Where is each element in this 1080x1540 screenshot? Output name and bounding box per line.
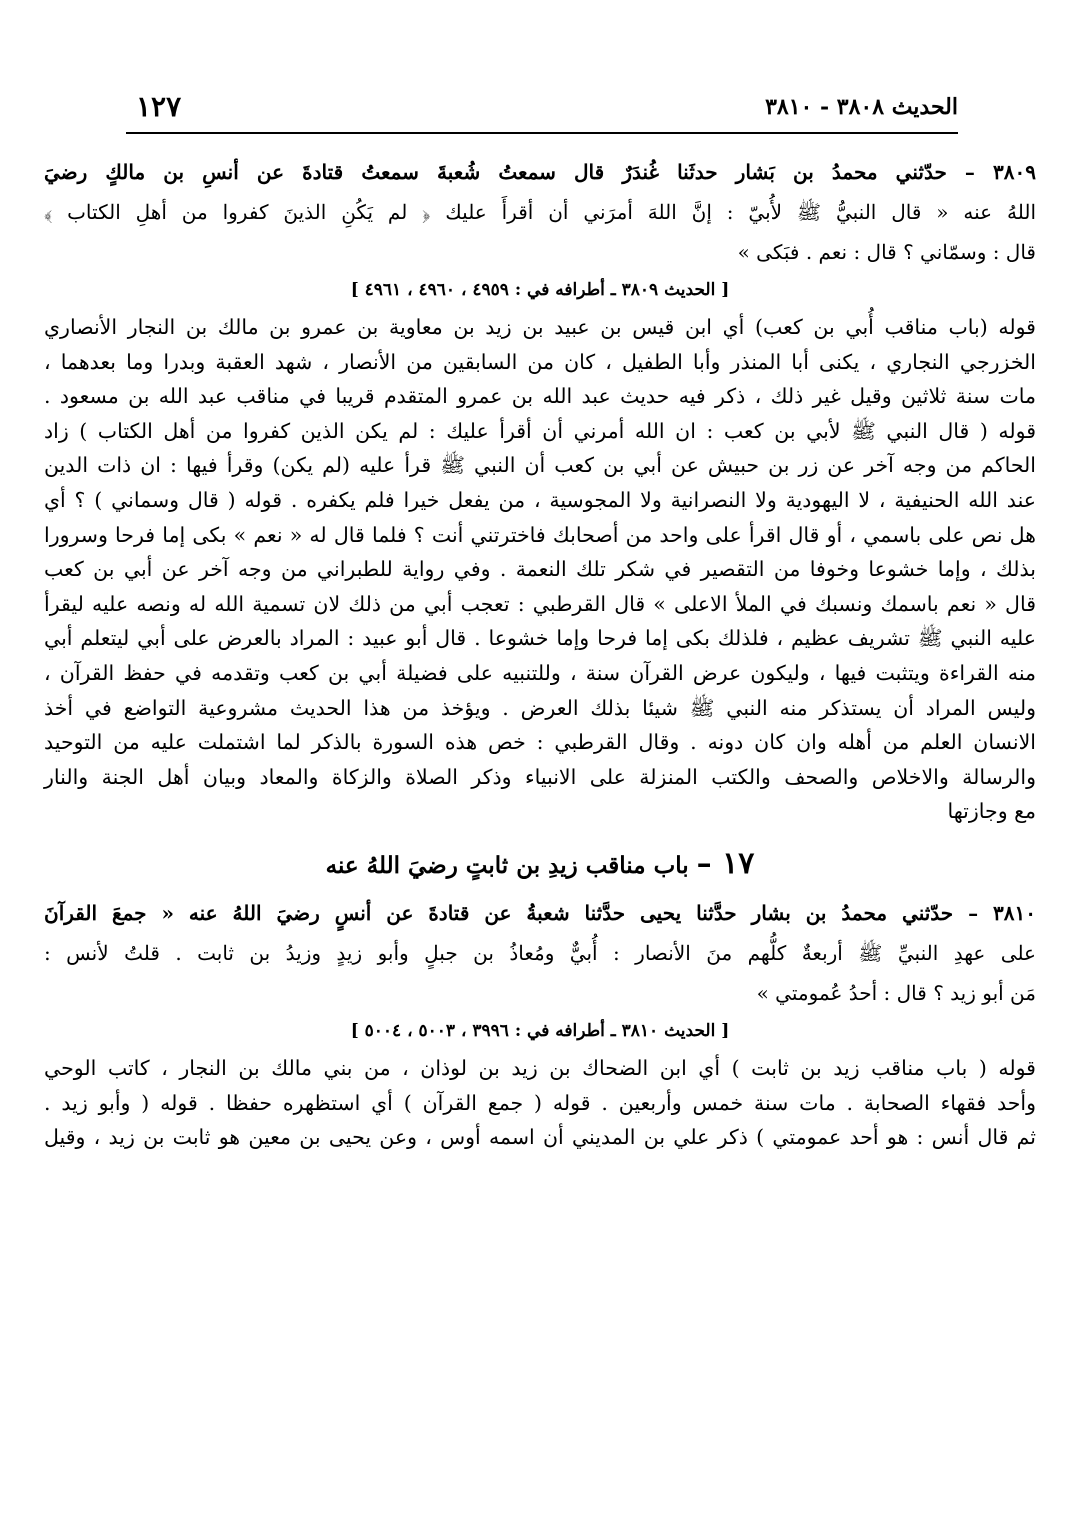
hadith-3810 (44, 893, 1036, 1013)
commentary-line: منه القراءة ويتثبت فيها ، وليكون عرض القرآن سنة ، وللتنبيه على فضيلة أبي بن كعب وتقدمه في حفظ القرآن ، (44, 660, 1036, 685)
commentary-line: عليه النبي ﷺ تشريف عظيم ، فلذلك بكى إما فرحا وإما خشوعا . قال أبو عبيد : المراد بالعرض على أبي ليتعلم أبي (44, 626, 1036, 651)
commentary-line: عند الله الحنيفية ، لا اليهودية ولا النصرانية ولا المجوسية ، من يفعل خيرا فلم يكفره . قوله ( قال وسماني ) ؟ أي (44, 487, 1036, 512)
commentary-line: هل نص على باسمي ، أو قال اقرأ على واحد من أصحابك فاخترتني أنت ؟ فلما قال له « نعم » بكى إما فرحا وسرورا (44, 522, 1036, 547)
commentary-line: ثم قال أنس : هو أحد عمومتي ) ذكر علي بن المديني أن اسمه أوس ، وعن يحيى بن معين هو ثابت بن زيد ، وقيل (44, 1125, 1036, 1150)
commentary-line: الانسان العلم من أهله وان كان دونه . وقال القرطبي : خص هذه السورة بالذكر لما اشتملت عليه من التوحيد (44, 730, 1036, 755)
hadith-reference: [ الحديث ٣٨١٠ ـ أطرافه في : ٣٩٩٦ ، ٥٠٠٣ ، ٥٠٠٤ ] (350, 1020, 730, 1041)
chapter-title: باب مناقب زيدِ بن ثابتٍ رضيَ اللهُ عنه (325, 851, 689, 879)
hadith-line: ٣٨١٠ – حدّثني محمدُ بن بشار حدَّثنا يحيى حدَّثنا شعبةُ عن قتادةَ عن أنسٍ رضيَ اللهُ عنه « جمعَ القرآنَ (44, 900, 1036, 925)
hadith-reference: [ الحديث ٣٨٠٩ ـ أطرافه في : ٤٩٥٩ ، ٤٩٦٠ ، ٤٩٦١ ] (350, 280, 730, 300)
commentary-line: وليس المراد أن يستذكر منه النبي ﷺ شيئا بذلك العرض . ويؤخذ من هذا الحديث مشروعية التواضع في أخذ (44, 695, 1036, 720)
commentary-line: قوله ( قال النبي ﷺ لأبي بن كعب : ان الله أمرني أن أقرأ عليك : لم يكن الذين كفروا من أهل الكتاب ) زاد (44, 418, 1036, 443)
hadith-line: مَن أبو زيد ؟ قال : أحدُ عُمومتي » (756, 980, 1036, 1005)
hadith-line: اللهُ عنه « قال النبيُّ ﷺ لأُبيّ : إنَّ اللهَ أمرَني أن أقرأَ عليك ﴿ لم يَكُنِ الذينَ كفروا من أهلِ الكتاب ﴾ (44, 200, 1036, 224)
commentary-3809 (44, 310, 1036, 829)
commentary-line: مع وجازتها (947, 799, 1036, 824)
hadith-3809 (44, 152, 1036, 272)
page-header (126, 88, 958, 134)
hadith-line: ٣٨٠٩ – حدّثني محمدُ بن بَشار حدثَنا غُندَرٌ قال سمعتُ شُعبةَ سمعتُ قتادةَ عن أنسِ بن مالكٍ رضيَ (44, 160, 1036, 184)
chapter-number: ١٧ – (696, 845, 755, 881)
commentary-line: قال « نعم باسمك ونسبك في الملأ الاعلى » قال القرطبي : تعجب أبي من ذلك لان تسمية الله له ونصه عليه ليقرأ (44, 591, 1036, 616)
hadith-range: الحديث ٣٨٠٨ - ٣٨١٠ (765, 94, 958, 120)
commentary-line: والرسالة والاخلاص والصحف والكتب المنزلة على الانبياء وذكر الصلاة والزكاة والمعاد وبيان أهل الجنة والنار (44, 764, 1036, 789)
commentary-line: مات سنة ثلاثين وقيل غير ذلك ، ذكر فيه حديث عبد الله بن عمرو المتقدم قريبا في مناقب عبد الله بن مسعود . (44, 384, 1036, 409)
hadith-line: قال : وسمّاني ؟ قال : نعم . فبَكى » (737, 240, 1036, 264)
commentary-line: وأحد فقهاء الصحابة . مات سنة خمس وأربعين . قوله ( جمع القرآن ) أي استظهره حفظا . قوله ( وأبو زيد . (44, 1090, 1036, 1115)
page-number: ١٢٧ (136, 90, 182, 123)
commentary-line: الحاكم من وجه آخر عن زر بن حبيش عن أبي بن كعب أن النبي ﷺ قرأ عليه (لم يكن) وقرأ فيها : ان ذات الدين (44, 453, 1036, 478)
commentary-line: بذلك ، وإما خشوعا وخوفا من التقصير في شكر تلك النعمة . وفي رواية للطبراني من وجه آخر عن أبي بن كعب (44, 557, 1036, 582)
chapter-heading (44, 841, 1036, 887)
commentary-line: قوله (باب مناقب أُبي بن كعب) أي ابن قيس بن عبيد بن زيد بن معاوية بن عمرو بن مالك بن النجار الأنصاري (44, 315, 1036, 339)
hadith-line: على عهدِ النبيِّ ﷺ أربعةٌ كلُّهم منَ الأنصار : أُبيٌّ ومُعاذُ بن جبلٍ وأبو زيدٍ وزيدُ بن ثابت . قلتُ لأنس : (44, 940, 1036, 965)
commentary-3810 (44, 1051, 1036, 1155)
commentary-line: قوله ( باب مناقب زيد بن ثابت ) أي ابن الضحاك بن زيد بن لوذان ، من بني مالك بن النجار ، كاتب الوحي (44, 1055, 1036, 1080)
commentary-line: الخزرجي النجاري ، يكنى أبا المنذر وأبا الطفيل ، كان من السابقين من الأنصار ، شهد العقبة وبدرا وما بعدهما ، (44, 349, 1036, 374)
